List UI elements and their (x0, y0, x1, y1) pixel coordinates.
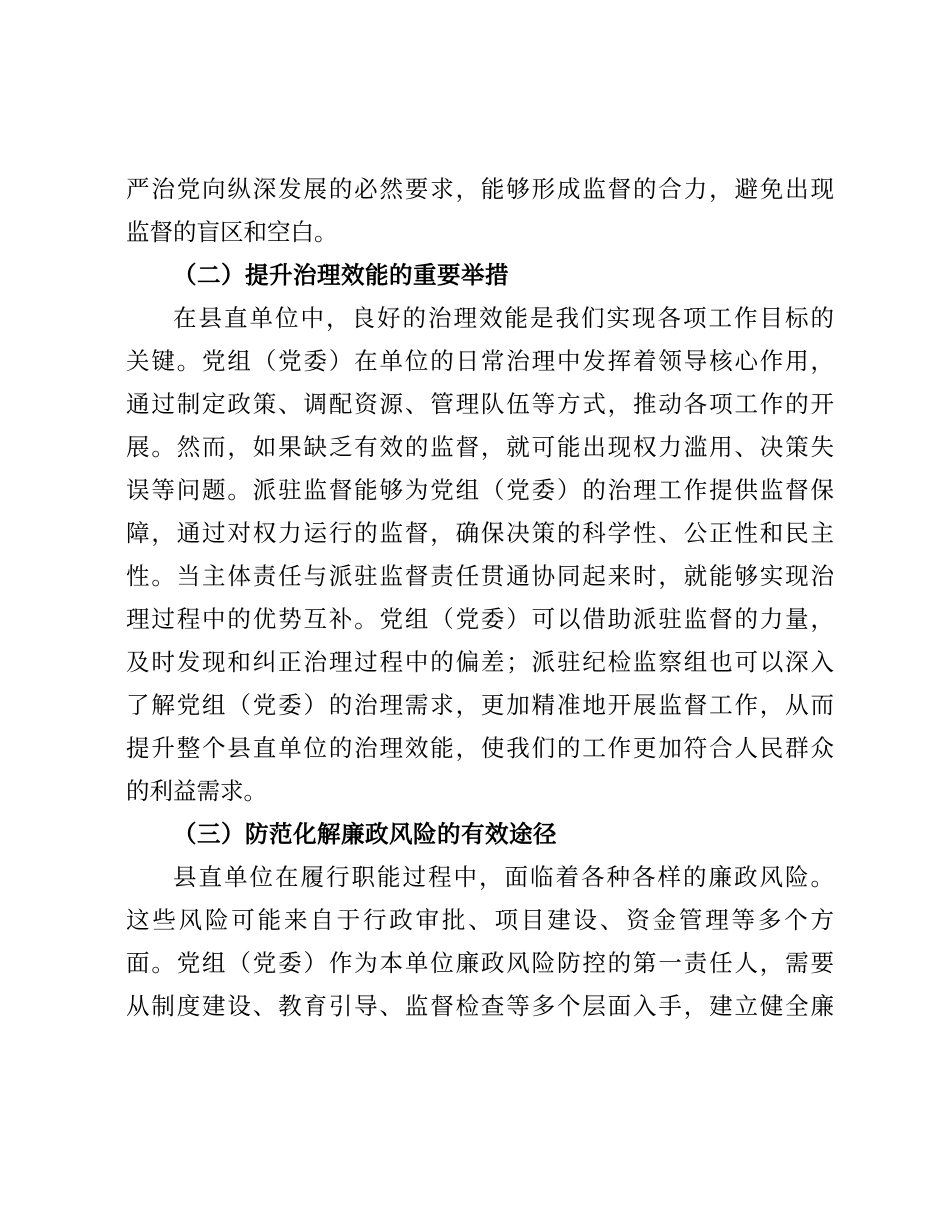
paragraph-line: 障，通过对权力运行的监督，确保决策的科学性、公正性和民主 (126, 519, 834, 547)
paragraph-line: 关键。党组（党委）在单位的日常治理中发挥着领导核心作用， (126, 347, 834, 375)
paragraph-3 (126, 856, 834, 1028)
paragraph-line: 展。然而，如果缺乏有效的监督，就可能出现权力滥用、决策失 (126, 433, 834, 461)
document-body (126, 168, 834, 1028)
paragraph-line: 的利益需求。 (126, 777, 267, 805)
section-heading-2: （二）提升治理效能的重要举措 (173, 261, 509, 289)
paragraph-line: 提升整个县直单位的治理效能，使我们的工作更加符合人民群众 (126, 734, 834, 762)
paragraph-line: 面。党组（党委）作为本单位廉政风险防控的第一责任人，需要 (126, 949, 834, 977)
paragraph-line: 监督的盲区和空白。 (126, 218, 338, 246)
section-heading-3: （三）防范化解廉政风险的有效途径 (173, 820, 557, 848)
paragraph-line: 误等问题。派驻监督能够为党组（党委）的治理工作提供监督保 (126, 476, 834, 504)
paragraph-2 (126, 297, 834, 813)
paragraph-line: 严治党向纵深发展的必然要求，能够形成监督的合力，避免出现 (126, 175, 834, 203)
paragraph-line: 了解党组（党委）的治理需求，更加精准地开展监督工作，从而 (126, 691, 834, 719)
paragraph-line: 性。当主体责任与派驻监督责任贯通协同起来时，就能够实现治 (126, 562, 834, 590)
paragraph-line: 这些风险可能来自于行政审批、项目建设、资金管理等多个方 (126, 906, 834, 934)
paragraph-line: 在县直单位中，良好的治理效能是我们实现各项工作目标的 (173, 304, 834, 332)
paragraph-line: 理过程中的优势互补。党组（党委）可以借助派驻监督的力量， (126, 605, 834, 633)
paragraph-line: 通过制定政策、调配资源、管理队伍等方式，推动各项工作的开 (126, 390, 834, 418)
paragraph-line: 及时发现和纠正治理过程中的偏差；派驻纪检监察组也可以深入 (126, 648, 834, 676)
paragraph-line: 县直单位在履行职能过程中，面临着各种各样的廉政风险。 (173, 863, 834, 891)
paragraph-1 (126, 168, 834, 254)
paragraph-line: 从制度建设、教育引导、监督检查等多个层面入手，建立健全廉 (126, 992, 834, 1020)
